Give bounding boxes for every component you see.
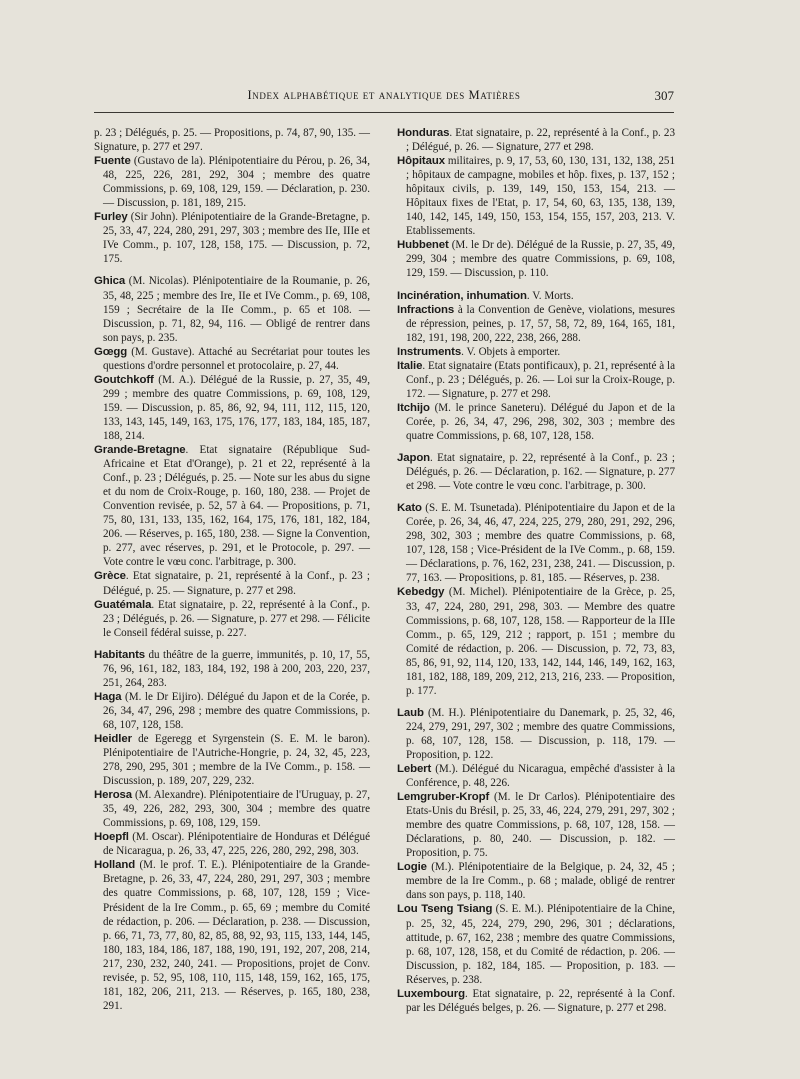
entry-headword: Hoepfl: [94, 831, 129, 844]
index-entry: [397, 359, 675, 401]
entry-headword: Furley: [94, 211, 128, 224]
entry-text: militaires, p. 9, 17, 53, 60, 130, 131, 132, 138, 251 ; hôpitaux de campagne, mobiles et hôp. fixes, p. 137, 152 ; hôpitaux civils, p. 139, 149, 150, 153, 154, 213. — Hôpitaux fixes de l'Etat, p. 17, 54, 60, 63, 135, 138, 139, 140, 142, 145, 149, 150, 153, 154, 155, 157, 203, 213. V. Etablissements.: [406, 155, 675, 238]
entry-headword: Italie: [397, 359, 423, 372]
index-entry: [397, 126, 675, 154]
entry-headword: Lebert: [397, 763, 432, 776]
index-entry: [397, 902, 675, 986]
entry-text: . Etat signataire, p. 21, représenté à la Conf., p. 23 ; Délégué, p. 25. — Signature, p. 277 et 298.: [103, 570, 370, 597]
running-header: [94, 82, 674, 113]
entry-headword: Instruments: [397, 345, 462, 358]
entry-text: . Etat signataire (République Sud-Africaine et Etat d'Orange), p. 21 et 22, représenté à la Conf., p. 23 ; Délégués, p. 25. — Note sur les abus du signe et du nom de Croix-Rouge, p. 160, 180, 238. — Projet de Convention revisée, p. 52, 57 à 64. — Propositions, p. 71, 75, 80, 131, 133, 135, 162, 164, 175, 176, 181, 182, 184, 206. — Réserves, p. 165, 180, 238. — Signe la Convention, p. 277, avec réserves, p. 291, et le Protocole, p. 297. — Vote contre le vœu conc. l'arbitrage, p. 300.: [103, 444, 370, 569]
index-entry: [397, 289, 675, 303]
entry-text: du théâtre de la guerre, immunités, p. 10, 17, 55, 76, 96, 161, 182, 183, 184, 192, 198 à 200, 203, 220, 237, 251, 264, 283.: [103, 648, 370, 689]
entry-headword: Fuente: [94, 155, 131, 168]
index-entry: [397, 790, 675, 860]
entry-headword: Haga: [94, 690, 122, 703]
index-entry: [397, 706, 675, 762]
index-entry: [94, 274, 370, 344]
index-entry: [397, 238, 675, 280]
entry-text: (M. le Dr Eijiro). Délégué du Japon et de la Corée, p. 26, 34, 47, 296, 298 ; membre des quatre Commissions, p. 68, 107, 128, 158.: [103, 690, 370, 731]
index-entry: [94, 732, 370, 788]
entry-headword: Lou Tseng Tsiang: [397, 903, 493, 916]
entry-text: (M. le Dr Carlos). Plénipotentiaire des Etats-Unis du Brésil, p. 25, 33, 46, 224, 279, 291, 297, 302 ; membre des quatre Commissions, p. 68, 107, 128, 158. — Déclarations, p. 80, 240. — Discussion, p. 182. — Proposition, p. 75.: [406, 791, 675, 860]
entry-text: (M. Michel). Plénipotentiaire de la Grèce, p. 25, 33, 47, 224, 280, 291, 298, 303. — Membre des quatre Commissions, p. 68, 107, 128, 158. — Rapporteur de la IIIe Comm., p. 65, 129, 212 ; rapport, p. 151 ; membre du Comité de rédaction, p. 206. — Discussion, p. 72, 73, 83, 85, 86, 91, 92, 114, 120, 133, 142, 144, 146, 149, 162, 163, 181, 182, 188, 189, 209, 212, 213, 216, 233. — Proposition, p. 177.: [406, 586, 675, 697]
index-entry: [397, 451, 675, 493]
index-entry: [397, 762, 675, 790]
entry-headword: Grèce: [94, 570, 126, 583]
entry-text: (Gustavo de la). Plénipotentiaire du Pérou, p. 26, 34, 48, 225, 226, 281, 292, 304 ; membre des quatre Commissions, p. 69, 108, 129, 159. — Déclaration, p. 230. — Discussion, p. 181, 189, 215.: [103, 155, 370, 210]
entry-text: p. 23 ; Délégués, p. 25. — Propositions, p. 74, 87, 90, 135. — Signature, p. 277 et 297.: [94, 127, 370, 154]
entry-headword: Goutchkoff: [94, 373, 154, 386]
index-entry: [94, 345, 370, 373]
entry-text: (M. Gustave). Attaché au Secrétariat pour toutes les questions d'ordre personnel et protocolaire, p. 27, 44.: [103, 345, 370, 372]
entry-text: . V. Morts.: [526, 289, 574, 302]
page-number: 307: [654, 88, 674, 103]
entry-headword: Laub: [397, 706, 424, 719]
entry-text: (Sir John). Plénipotentiaire de la Grande-Bretagne, p. 25, 33, 47, 224, 280, 291, 297, 303 ; membre des IIe, IIIe et IVe Comm., p. 107, 128, 158, 175. — Discussion, p. 72, 175.: [103, 211, 370, 266]
index-entry: [397, 345, 675, 359]
index-entry: [94, 830, 370, 858]
entry-text: (M. Alexandre). Plénipotentiaire de l'Uruguay, p. 27, 35, 49, 226, 282, 293, 300, 304 ; membre des quatre Commissions, p. 69, 108, 129, 159.: [103, 789, 370, 830]
index-entry: [397, 987, 675, 1015]
entry-text: (M. H.). Plénipotentiaire du Danemark, p. 25, 32, 46, 224, 279, 291, 297, 302 ; membre des quatre Commissions, p. 68, 107, 128, 158. — Discussion, p. 118, 179. — Proposition, p. 122.: [406, 706, 675, 761]
entry-text: . V. Objets à emporter.: [461, 345, 561, 358]
entry-headword: Infractions: [397, 303, 455, 316]
entry-text: (S. E. M.). Plénipotentiaire de la Chine, p. 25, 32, 45, 224, 279, 290, 296, 301 ; déclarations, attitude, p. 67, 162, 238 ; membre des quatre Commissions, p. 68, 107, 128, 158, et du Comité de rédaction, p. 206. — Discussion, p. 182, 184, 185. — Proposition, p. 183. — Réserves, p. 238.: [406, 903, 675, 986]
index-entry: [94, 569, 370, 597]
index-entry: [397, 154, 675, 238]
index-entry: [94, 154, 370, 210]
running-title: Index alphabétique et analytique des Matières: [247, 88, 521, 102]
entry-headword: Heidler: [94, 732, 132, 745]
entry-headword: Grande-Bretagne: [94, 444, 186, 457]
entry-text: . Etat signataire, p. 22, représenté à la Conf., p. 23 ; Délégués, p. 26. — Signature, p. 277 et 298. — Félicite le Conseil fédéral suisse, p. 227.: [103, 598, 370, 639]
index-entry: [397, 860, 675, 902]
entry-text: . Etat signataire (Etats pontificaux), p. 21, représenté à la Conf., p. 23 ; Délégués, p. 26. — Loi sur la Croix-Rouge, p. 172. — Signature, p. 277 et 298.: [406, 359, 675, 400]
entry-headword: Gœgg: [94, 345, 128, 358]
index-entry: [94, 210, 370, 266]
entry-text: (M.). Plénipotentiaire de la Belgique, p. 24, 32, 45 ; membre de la Ire Comm., p. 68 ; malade, obligé de rentrer dans son pays, p. 118, 140.: [406, 861, 675, 902]
entry-text: (M. le Dr de). Délégué de la Russie, p. 27, 35, 49, 299, 304 ; membre des quatre Commissions, p. 69, 108, 129, 159. — Discussion, p. 110.: [406, 239, 675, 280]
entry-headword: Ghica: [94, 275, 126, 288]
entry-text: . Etat signataire, p. 22, représenté à la Conf., p. 23 ; Délégué, p. 26. — Signature, 277 et 298.: [406, 127, 675, 154]
entry-headword: Lemgruber-Kropf: [397, 791, 490, 804]
index-entry: [94, 443, 370, 569]
entry-headword: Honduras: [397, 127, 450, 139]
index-entry: [94, 126, 370, 154]
index-column-right: [397, 126, 675, 1015]
entry-text: (M. Nicolas). Plénipotentiaire de la Roumanie, p. 26, 35, 48, 225 ; membre des Ire, IIe et IVe Comm., p. 69, 108, 159 ; Secrétaire de la IIe Comm., p. 65 et 108. — Discussion, p. 71, 82, 94, 116. — Obligé de rentrer dans son pays, p. 235.: [103, 275, 370, 344]
entry-text: . Etat signataire, p. 22, représenté à la Conf., p. 23 ; Délégués, p. 26. — Déclaration, p. 162. — Signature, p. 277 et 298. — Vote contre le vœu conc. l'arbitrage, p. 300.: [406, 452, 675, 493]
entry-headword: Logie: [397, 861, 427, 874]
entry-headword: Kato: [397, 502, 422, 515]
entry-text: (M. le prof. T. E.). Plénipotentiaire de la Grande-Bretagne, p. 26, 33, 47, 224, 280, 291, 297, 303 ; membre des quatre Commissions, p. 68, 107, 128, 159 ; Vice-Président de la Ire Comm., p. 65, 69 ; membre du Comité de rédaction, p. 206. — Déclaration, p. 238. — Discussion, p. 66, 71, 73, 77, 80, 82, 85, 88, 92, 93, 115, 133, 144, 145, 180, 183, 184, 186, 187, 188, 190, 191, 192, 207, 208, 214, 217, 230, 232, 240, 241. — Propositions, projet de Conv. revisée, p. 52, 95, 108, 110, 115, 148, 159, 162, 165, 175, 181, 182, 206, 211, 213. — Réserves, p. 165, 180, 238, 291.: [103, 859, 370, 1012]
entry-headword: Habitants: [94, 648, 145, 661]
index-entry: [397, 585, 675, 697]
index-entry: [94, 858, 370, 1013]
entry-headword: Holland: [94, 859, 136, 872]
index-entry: [397, 501, 675, 585]
entry-headword: Japon: [397, 452, 431, 465]
index-entry: [397, 401, 675, 443]
entry-text: (M. le prince Saneteru). Délégué du Japon et de la Corée, p. 26, 34, 47, 296, 298, 302, 303 ; membre des quatre Commissions, p. 68, 107, 128, 158.: [406, 401, 675, 442]
entry-headword: Herosa: [94, 789, 133, 802]
entry-text: à la Convention de Genève, violations, mesures de répression, peines, p. 17, 57, 58, 72, 89, 164, 165, 181, 182, 191, 198, 200, 222, 238, 266, 288.: [406, 303, 675, 344]
entry-headword: Luxembourg: [397, 987, 465, 1000]
entry-text: . Etat signataire, p. 22, représenté à la Conf. par les Délégués belges, p. 26. — Signature, p. 277 et 298.: [406, 987, 675, 1014]
entry-text: (M. Oscar). Plénipotentiaire de Honduras et Délégué de Nicaragua, p. 26, 33, 47, 225, 226, 280, 292, 298, 303.: [103, 831, 370, 858]
entry-text: (M.). Délégué du Nicaragua, empêché d'assister à la Conférence, p. 48, 226.: [406, 763, 675, 790]
entry-headword: Guatémala: [94, 598, 152, 611]
entry-headword: Kebedgy: [397, 586, 445, 599]
entry-text: (M. A.). Délégué de la Russie, p. 27, 35, 49, 299 ; membre des quatre Commissions, p. 69, 108, 129, 159. — Discussion, p. 85, 86, 92, 94, 111, 112, 115, 120, 133, 143, 145, 149, 163, 175, 176, 177, 183, 184, 185, 187, 188, 214.: [103, 373, 370, 442]
index-column-left: [94, 126, 370, 1013]
index-entry: [94, 373, 370, 443]
entry-headword: Hubbenet: [397, 239, 449, 252]
index-entry: [94, 788, 370, 830]
entry-text: (S. E. M. Tsunetada). Plénipotentiaire du Japon et de la Corée, p. 26, 34, 46, 47, 224, 225, 279, 280, 291, 292, 296, 298, 302, 303 ; membre des quatre Commissions, p. 68, 107, 128, 158 ; Vice-Président de la IVe Comm., p. 68, 159. — Déclarations, p. 76, 162, 231, 238, 241. — Discussion, p. 77, 163. — Propositions, p. 81, 185. — Réserves, p. 238.: [406, 502, 675, 585]
index-entry: [397, 303, 675, 345]
index-entry: [94, 690, 370, 732]
entry-text: de Egeregg et Syrgenstein (S. E. M. le baron). Plénipotentiaire de l'Autriche-Hongrie, p. 24, 32, 45, 223, 278, 290, 295, 301 ; membre de la IVe Comm., p. 158. — Discussion, p. 189, 207, 229, 232.: [103, 732, 370, 788]
index-entry: [94, 648, 370, 690]
entry-headword: Itchijo: [397, 401, 430, 414]
entry-headword: Incinération, inhumation: [397, 289, 527, 302]
index-entry: [94, 598, 370, 640]
entry-headword: Hôpitaux: [397, 155, 445, 168]
